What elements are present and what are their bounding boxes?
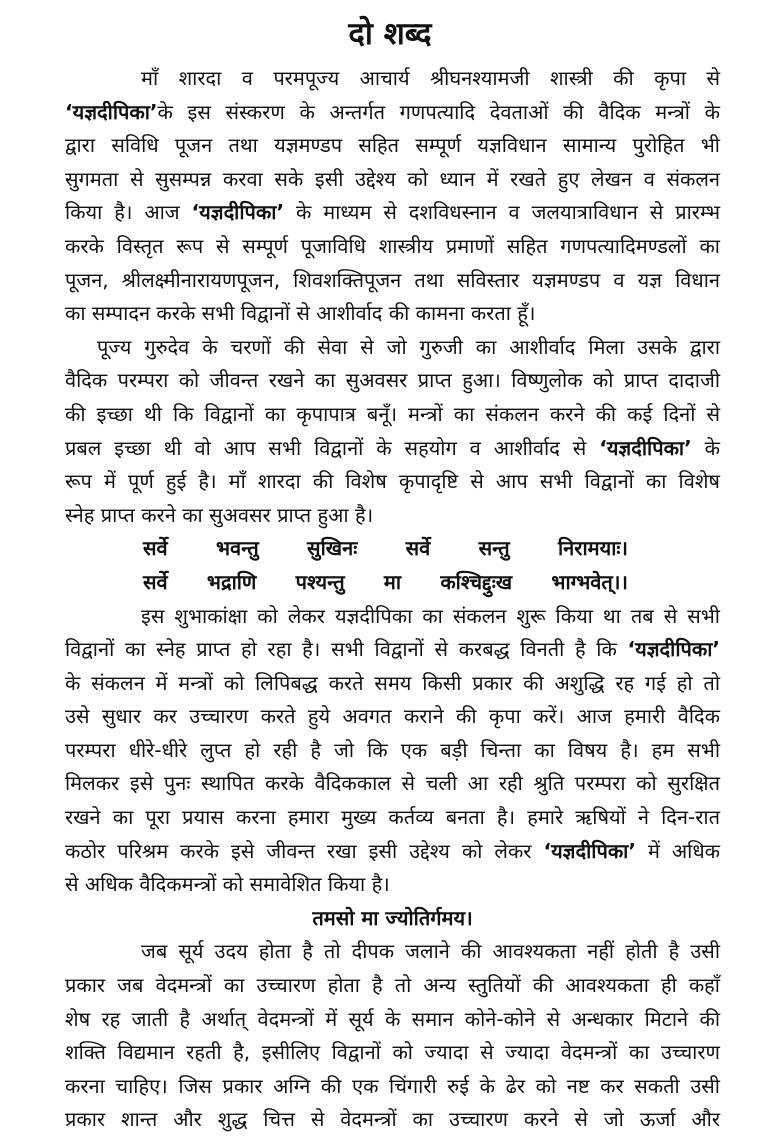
verse-line [65, 532, 628, 566]
text-line [65, 331, 720, 365]
text-line [65, 432, 720, 466]
text-segment: सर्वे भद्राणि पश्यन्तु मा कश्चिद्दुःख भाग्भवेत्।। [143, 569, 628, 594]
text-segment: मिलकर इसे पुनः स्थापित करके वैदिककाल से चली आ रही श्रुति परम्परा को सुरक्षित [65, 771, 720, 796]
text-segment: कठोर परिश्रम करके इसे जीवन्त रखा इसी उद्देश्य को लेकर [65, 838, 544, 863]
book-title-emphasis: ‘यज्ञदीपिका’ [65, 99, 158, 124]
text-segment: से अधिक वैदिकमन्त्रों को समावेशित किया है। [65, 872, 390, 897]
text-line [65, 633, 720, 667]
text-segment: प्रकार जब वेदमन्त्रों का उच्चारण होता है तो अन्य स्तुतियों की आवश्यकता ही कहाँ [65, 973, 720, 998]
text-line [65, 1003, 720, 1037]
text-line [65, 264, 720, 298]
text-line [65, 129, 720, 163]
text-line [65, 163, 720, 197]
text-line [65, 297, 720, 331]
text-line [65, 700, 720, 734]
text-segment: के संकलन में मन्त्रों को लिपिबद्ध करते समय किसी प्रकार की अशुद्धि रह गई हो तो [65, 670, 720, 695]
text-segment: का सम्पादन करके सभी विद्वानों से आशीर्वाद की कामना करता हूँ। [65, 301, 536, 326]
text-line [65, 935, 720, 969]
text-line [65, 398, 720, 432]
text-segment: के इस संस्करण के अन्तर्गत गणपत्यादि देवताओं की वैदिक मन्त्रों के [157, 99, 720, 124]
text-line [65, 1070, 720, 1104]
text-line [65, 734, 720, 768]
text-line [65, 1036, 720, 1070]
text-line [65, 62, 720, 96]
text-line [65, 96, 720, 130]
text-segment: वैदिक परम्परा को जीवन्त रखने का सुअवसर प्राप्त हुआ। विष्णुलोक को प्राप्त दादाजी [65, 368, 720, 393]
text-segment: करके विस्तृत रूप से सम्पूर्ण पूजाविधि शास्त्रीय प्रमाणों सहित गणपत्यादिमण्डलों का [65, 233, 720, 258]
text-segment: माँ शारदा व परमपूज्य आचार्य श्रीघनश्यामजी शास्त्री की कृपा से [141, 66, 720, 90]
text-line [65, 767, 720, 801]
text-segment: पूज्य गुरुदेव के चरणों की सेवा से जो गुरुजी का आशीर्वाद मिला उसके द्वारा [97, 334, 720, 359]
text-segment: के [691, 435, 721, 460]
text-segment: द्वारा सविधि पूजन तथा यज्ञमण्डप सहित सम्पूर्ण यज्ञविधान सामान्य पुरोहित भी [65, 133, 720, 158]
text-segment: जब सूर्य उदय होता है तो दीपक जलाने की आवश्यकता नहीं होती है उसी [141, 939, 720, 964]
text-segment: पूजन, श्रीलक्ष्मीनारायणपूजन, शिवशक्तिपूजन तथा सविस्तार यज्ञमण्डप व यज्ञ विधान [65, 267, 720, 292]
text-line [65, 465, 720, 499]
text-line [65, 801, 720, 835]
text-line [65, 196, 720, 230]
book-title-emphasis: ‘यज्ञदीपिका’ [627, 637, 720, 662]
book-title-emphasis: ‘यज्ञदीपिका’ [191, 200, 285, 225]
text-segment: शेष रह जाती है अर्थात् वेदमन्त्रों में सूर्य के समान कोने-कोने से अन्धकार मिटाने की [65, 1006, 720, 1031]
text-segment: रखने का पूरा प्रयास करना हमारा मुख्य कर्तव्य बनता है। हमारे ऋषियों ने दिन-रात [65, 805, 720, 830]
text-line [65, 667, 720, 701]
text-line [65, 600, 720, 634]
page-title: दो शब्द [348, 16, 432, 52]
text-segment: के माध्यम से दशविधस्नान व जलयात्राविधान से प्रारम्भ [284, 200, 720, 225]
text-line [65, 364, 720, 398]
text-segment: सुगमता से सुसम्पन्न करवा सके इसी उद्देश्य को ध्यान में रखते हुए लेखन व संकलन [65, 166, 720, 191]
text-line [65, 835, 720, 869]
text-segment: उसे सुधार कर उच्चारण करते हुये अवगत कराने की कृपा करें। आज हमारी वैदिक [65, 704, 720, 729]
text-segment: इस शुभाकांक्षा को लेकर यज्ञदीपिका का संकलन शुरू किया था तब से सभी [141, 603, 720, 628]
text-segment: प्रकार शान्त और शुद्ध चित्त से वेदमन्त्रों का उच्चारण करने से जो ऊर्जा और [65, 1107, 720, 1132]
text-segment: किया है। आज [65, 200, 192, 225]
text-segment: रूप में पूर्ण हुई है। माँ शारदा की विशेष कृपादृष्टि से आप सभी विद्वानों का विशेष [65, 469, 720, 494]
text-line [65, 1103, 720, 1137]
document-body [65, 62, 720, 1137]
text-segment: की इच्छा थी कि विद्वानों का कृपापात्र बनूँ। मन्त्रों का संकलन करने की कई दिनों से [65, 401, 720, 426]
text-segment: प्रबल इच्छा थी वो आप सभी विद्वानों के सहयोग व आशीर्वाद से [65, 435, 600, 460]
text-segment: तमसो मा ज्योतिर्गमय। [312, 905, 473, 930]
text-segment: परम्परा धीरे-धीरे लुप्त हो रही है जो कि एक बड़ी चिन्ता का विषय है। हम सभी [65, 737, 720, 762]
text-segment: स्नेह प्राप्त करने का सुअवसर प्राप्त हुआ है। [65, 502, 374, 527]
book-title-emphasis: ‘यज्ञदीपिका’ [543, 838, 636, 863]
text-line [65, 499, 720, 533]
section-heading [65, 902, 720, 936]
text-segment: में अधिक [635, 838, 720, 863]
text-segment: करना चाहिए। जिस प्रकार अग्नि की एक चिंगारी रुई के ढेर को नष्ट कर सकती उसी [65, 1073, 720, 1098]
text-segment: विद्वानों का स्नेह प्राप्त हो रहा है। सभी विद्वानों से करबद्ध विनती है कि [65, 637, 628, 662]
text-line [65, 868, 720, 902]
text-segment: शक्ति विद्यमान रहती है, इसीलिए विद्वानों को ज्यादा से ज्यादा वेदमन्त्रों का उच्चारण [65, 1040, 720, 1065]
text-segment: सर्वे भवन्तु सुखिनः सर्वे सन्तु निरामयाः। [143, 536, 628, 561]
verse-line [65, 566, 628, 600]
text-line [65, 230, 720, 264]
text-line [65, 969, 720, 1003]
book-title-emphasis: ‘यज्ञदीपिका’ [599, 435, 692, 460]
